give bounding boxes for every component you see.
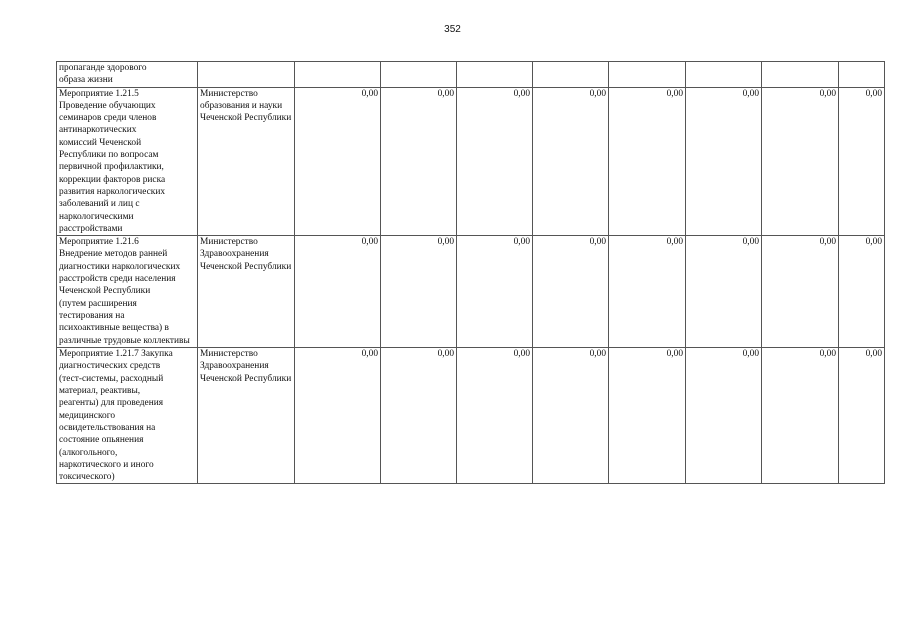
- value-cell: 0,00: [839, 236, 885, 348]
- value-cell: [381, 62, 457, 88]
- value-cell: 0,00: [533, 348, 609, 484]
- value-cell: [762, 62, 839, 88]
- value-cell: [686, 62, 762, 88]
- measure-cell: Мероприятие 1.21.5 Проведение обучающих семинаров среди членов антинаркотических комиссий Чеченской Республики по вопросам первичной профилактики, коррекции факторов риска развития наркологических заболеваний и лиц с наркологическими расстройствами: [57, 87, 198, 236]
- executor-cell: [198, 62, 295, 88]
- executor-cell: Министерство образования и науки Чеченской Республики: [198, 87, 295, 236]
- value-cell: [533, 62, 609, 88]
- value-cell: 0,00: [295, 348, 381, 484]
- value-cell: 0,00: [686, 87, 762, 236]
- executor-cell: Министерство Здравоохранения Чеченской Республики: [198, 236, 295, 348]
- value-cell: 0,00: [295, 87, 381, 236]
- value-cell: 0,00: [839, 348, 885, 484]
- measure-cell: Мероприятие 1.21.7 Закупка диагностических средств (тест-системы, расходный материал, реактивы, реагенты) для проведения медицинского освидетельствования на состояние опьянения (алкогольного, наркотического и иного токсического): [57, 348, 198, 484]
- value-cell: 0,00: [839, 87, 885, 236]
- value-cell: 0,00: [457, 348, 533, 484]
- value-cell: 0,00: [295, 236, 381, 348]
- value-cell: 0,00: [762, 87, 839, 236]
- value-cell: 0,00: [381, 87, 457, 236]
- value-cell: [295, 62, 381, 88]
- value-cell: 0,00: [762, 348, 839, 484]
- value-cell: [609, 62, 686, 88]
- value-cell: 0,00: [609, 236, 686, 348]
- value-cell: 0,00: [609, 348, 686, 484]
- value-cell: 0,00: [533, 236, 609, 348]
- value-cell: 0,00: [533, 87, 609, 236]
- value-cell: 0,00: [457, 87, 533, 236]
- value-cell: [457, 62, 533, 88]
- value-cell: 0,00: [381, 348, 457, 484]
- table-row: [57, 87, 885, 236]
- value-cell: 0,00: [762, 236, 839, 348]
- table-row: [57, 236, 885, 348]
- measure-cell: пропаганде здорового образа жизни: [57, 62, 198, 88]
- page-number: 352: [444, 24, 461, 35]
- value-cell: 0,00: [609, 87, 686, 236]
- table-row: [57, 62, 885, 88]
- table-body: [57, 62, 885, 484]
- value-cell: 0,00: [686, 236, 762, 348]
- table-row: [57, 348, 885, 484]
- program-measures-table: [56, 61, 885, 484]
- value-cell: [839, 62, 885, 88]
- value-cell: 0,00: [686, 348, 762, 484]
- executor-cell: Министерство Здравоохранения Чеченской Республики: [198, 348, 295, 484]
- measure-cell: Мероприятие 1.21.6 Внедрение методов ранней диагностики наркологических расстройств среди населения Чеченской Республики (путем расширения тестирования на психоактивные вещества) в различные трудовые коллективы: [57, 236, 198, 348]
- value-cell: 0,00: [457, 236, 533, 348]
- value-cell: 0,00: [381, 236, 457, 348]
